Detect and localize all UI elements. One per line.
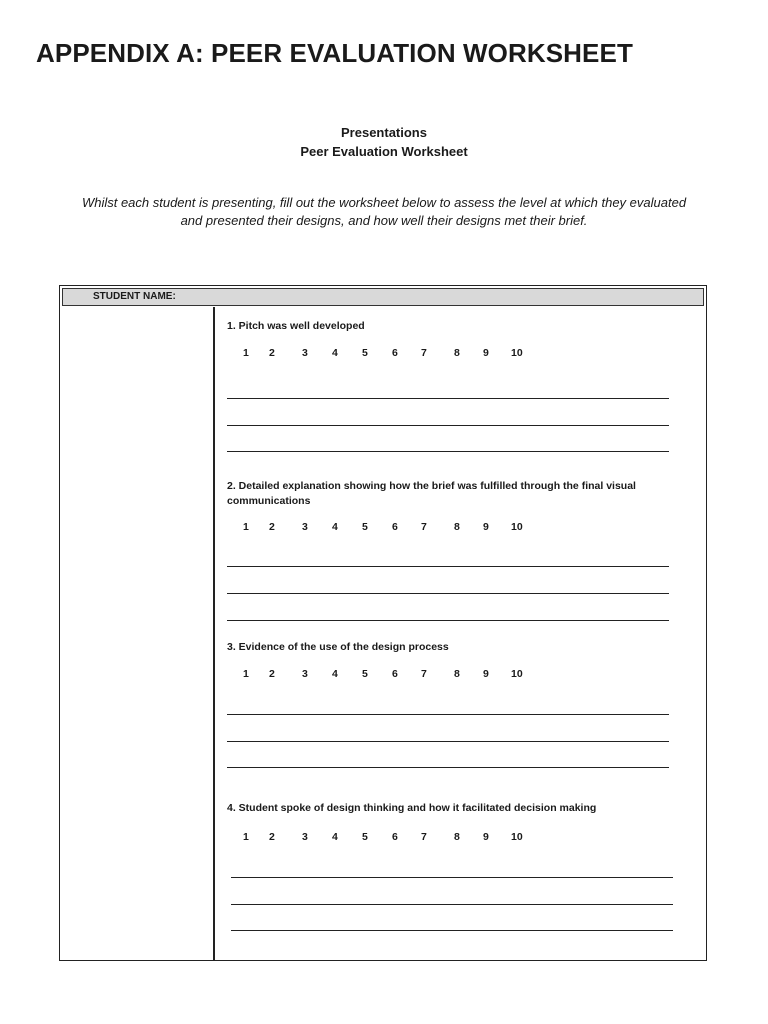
rating-option-9[interactable]: 9	[483, 347, 489, 359]
rating-option-1[interactable]: 1	[243, 668, 249, 680]
rating-option-4[interactable]: 4	[332, 347, 338, 359]
rating-option-10[interactable]: 10	[511, 521, 523, 533]
rating-option-1[interactable]: 1	[243, 347, 249, 359]
question-2-comment-line[interactable]	[227, 566, 669, 567]
rating-option-3[interactable]: 3	[302, 831, 308, 843]
question-2-comment-line[interactable]	[227, 620, 669, 621]
rating-option-5[interactable]: 5	[362, 347, 368, 359]
rating-option-4[interactable]: 4	[332, 668, 338, 680]
rating-option-10[interactable]: 10	[511, 347, 523, 359]
rating-option-3[interactable]: 3	[302, 521, 308, 533]
student-name-label: STUDENT NAME:	[93, 291, 176, 302]
page-title: APPENDIX A: PEER EVALUATION WORKSHEET	[36, 38, 633, 68]
rating-option-6[interactable]: 6	[392, 521, 398, 533]
rating-option-7[interactable]: 7	[421, 347, 427, 359]
question-1-comment-line[interactable]	[227, 398, 669, 399]
rating-option-9[interactable]: 9	[483, 668, 489, 680]
rating-option-8[interactable]: 8	[454, 668, 460, 680]
rating-option-2[interactable]: 2	[269, 521, 275, 533]
question-4-rating-scale	[227, 831, 547, 845]
rating-option-10[interactable]: 10	[511, 831, 523, 843]
question-3-comment-line[interactable]	[227, 741, 669, 742]
rating-option-6[interactable]: 6	[392, 668, 398, 680]
rating-option-8[interactable]: 8	[454, 521, 460, 533]
rating-option-4[interactable]: 4	[332, 831, 338, 843]
question-3-comment-line[interactable]	[227, 714, 669, 715]
question-4-text: 4. Student spoke of design thinking and how it facilitated decision making	[227, 802, 597, 814]
rating-option-6[interactable]: 6	[392, 347, 398, 359]
rating-option-5[interactable]: 5	[362, 668, 368, 680]
rating-option-3[interactable]: 3	[302, 668, 308, 680]
rating-option-6[interactable]: 6	[392, 831, 398, 843]
question-1-comment-line[interactable]	[227, 451, 669, 452]
rating-option-3[interactable]: 3	[302, 347, 308, 359]
rating-option-5[interactable]: 5	[362, 521, 368, 533]
rating-option-1[interactable]: 1	[243, 521, 249, 533]
rating-option-10[interactable]: 10	[511, 668, 523, 680]
rating-option-8[interactable]: 8	[454, 347, 460, 359]
section-title: Presentations	[341, 125, 427, 140]
question-1-text: 1. Pitch was well developed	[227, 320, 365, 332]
evaluation-sheet	[59, 285, 707, 961]
worksheet-title: Peer Evaluation Worksheet	[300, 144, 468, 159]
question-3-text: 3. Evidence of the use of the design process	[227, 641, 449, 653]
rating-option-7[interactable]: 7	[421, 831, 427, 843]
rating-option-2[interactable]: 2	[269, 831, 275, 843]
question-3-rating-scale	[227, 668, 547, 682]
rating-option-1[interactable]: 1	[243, 831, 249, 843]
question-3-comment-line[interactable]	[227, 767, 669, 768]
question-2-comment-line[interactable]	[227, 593, 669, 594]
question-4-comment-line[interactable]	[231, 930, 673, 931]
rating-option-8[interactable]: 8	[454, 831, 460, 843]
question-4-comment-line[interactable]	[231, 877, 673, 878]
rating-option-2[interactable]: 2	[269, 668, 275, 680]
question-4-comment-line[interactable]	[231, 904, 673, 905]
question-1-rating-scale	[227, 347, 547, 361]
student-name-field[interactable]	[60, 307, 215, 960]
rating-option-9[interactable]: 9	[483, 831, 489, 843]
question-1-comment-line[interactable]	[227, 425, 669, 426]
rating-option-7[interactable]: 7	[421, 521, 427, 533]
rating-option-7[interactable]: 7	[421, 668, 427, 680]
rating-option-9[interactable]: 9	[483, 521, 489, 533]
question-2-text: 2. Detailed explanation showing how the brief was fulfilled through the final visual communications	[227, 480, 636, 507]
student-name-header	[62, 288, 704, 306]
rating-option-5[interactable]: 5	[362, 831, 368, 843]
question-2-rating-scale	[227, 521, 547, 535]
rating-option-2[interactable]: 2	[269, 347, 275, 359]
rating-option-4[interactable]: 4	[332, 521, 338, 533]
instructions-text: Whilst each student is presenting, fill out the worksheet below to assess the level at which they evaluated and presented their designs, and how well their designs met their brief.	[81, 195, 687, 228]
